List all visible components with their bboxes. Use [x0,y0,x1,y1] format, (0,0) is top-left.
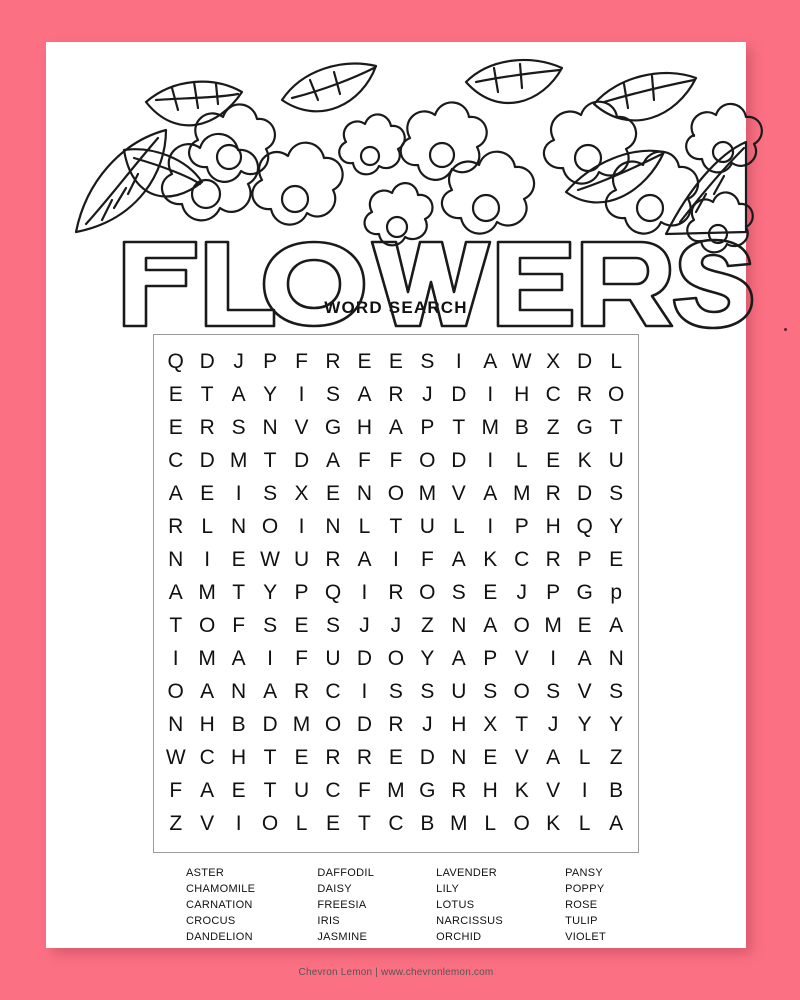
letter-cell[interactable]: I [235,812,242,835]
letter-cell[interactable]: R [545,482,561,505]
letter-cell[interactable]: B [514,416,529,439]
letter-cell[interactable]: N [325,515,341,538]
letter-cell[interactable]: A [168,482,183,505]
letter-cell[interactable]: A [577,647,592,670]
letter-grid-row [160,807,632,840]
letter-cell[interactable]: I [487,515,494,538]
letter-cell[interactable]: O [419,449,436,472]
letter-cell[interactable]: A [325,449,340,472]
letter-cell[interactable]: Y [420,647,435,670]
letter-cell[interactable]: D [356,713,373,736]
leaf-icon [282,64,376,112]
letter-cell[interactable]: V [514,746,529,769]
letter-cell[interactable]: S [483,680,498,703]
letter-cell[interactable]: B [609,779,624,802]
letter-cell[interactable]: V [200,812,215,835]
letter-cell[interactable]: I [267,647,273,670]
letter-cell[interactable]: D [419,746,435,769]
word-item: CROCUS [186,915,236,927]
letter-cell[interactable]: A [357,383,372,406]
letter-grid-row [160,510,632,543]
letter-cell[interactable]: U [451,680,467,703]
letter-cell[interactable]: T [452,416,466,439]
letter-cell[interactable]: B [231,713,246,736]
letter-cell[interactable]: T [263,779,277,802]
letter-cell[interactable]: A [483,482,498,505]
letter-cell[interactable]: X [483,713,498,736]
letter-cell[interactable]: Y [263,581,278,604]
letter-cell[interactable]: L [578,812,591,835]
letter-cell[interactable]: W [511,350,532,373]
letter-cell[interactable]: C [168,449,184,472]
letter-grid-row [160,378,632,411]
word-item: POPPY [565,883,605,895]
letter-cell[interactable]: E [609,548,624,571]
letter-cell[interactable]: C [388,812,404,835]
letter-cell[interactable]: A [483,614,498,637]
letter-cell[interactable]: A [388,416,403,439]
letter-cell[interactable]: A [231,383,246,406]
leaf-icon [146,82,242,126]
letter-cell[interactable]: A [357,548,372,571]
letter-cell[interactable]: F [295,647,308,670]
letter-cell[interactable]: S [420,680,435,703]
letter-cell[interactable]: U [293,548,310,571]
letter-cell[interactable]: I [235,482,242,505]
word-item: LAVENDER [436,867,498,879]
letter-cell[interactable]: I [298,383,305,406]
letter-cell[interactable]: N [168,713,184,736]
word-item: IRIS [317,915,340,927]
letter-cell[interactable]: R [325,350,341,373]
word-item: DAFFODIL [317,867,375,879]
letter-cell[interactable]: A [200,779,215,802]
letter-cell[interactable]: L [452,515,465,538]
letter-cell[interactable]: U [325,647,341,670]
letter-cell[interactable]: T [169,614,183,637]
letter-cell[interactable]: E [231,779,246,802]
letter-cell[interactable]: D [451,383,467,406]
letter-cell[interactable]: F [389,449,403,472]
flower-icon [606,152,698,234]
letter-cell[interactable]: M [544,614,562,637]
letter-cell[interactable]: C [514,548,530,571]
word-search-grid[interactable] [153,334,639,853]
letter-cell[interactable]: A [451,647,466,670]
word-item: LILY [436,883,460,895]
letter-cell[interactable]: E [388,350,403,373]
letter-cell[interactable]: Q [324,581,342,604]
letter-cell[interactable]: Z [546,416,560,439]
word-item: FREESIA [317,899,367,911]
letter-cell[interactable]: K [546,812,561,835]
letter-cell[interactable]: O [199,614,216,637]
letter-cell[interactable]: N [451,746,467,769]
word-item: VIOLET [565,931,606,943]
letter-cell[interactable]: T [609,416,623,439]
letter-cell[interactable]: A [168,581,183,604]
word-item: TULIP [565,915,598,927]
letter-cell[interactable]: H [514,383,530,406]
flower-icon [252,143,342,225]
letter-cell[interactable]: P [483,647,498,670]
letter-cell[interactable]: S [420,350,435,373]
corner-dot-mark [784,328,787,331]
letter-cell[interactable]: L [578,746,591,769]
letter-cell[interactable]: Y [609,713,624,736]
letter-cell[interactable]: G [576,581,593,604]
letter-cell[interactable]: S [231,416,246,439]
letter-cell[interactable]: F [169,779,183,802]
letter-cell[interactable]: E [325,812,340,835]
letter-cell[interactable]: M [418,482,437,505]
letter-cell[interactable]: E [357,350,372,373]
letter-cell[interactable]: H [545,515,561,538]
letter-cell[interactable]: M [198,647,216,670]
letter-cell[interactable]: I [550,647,557,670]
flower-icon [162,134,258,220]
letter-cell[interactable]: T [358,812,371,835]
letter-grid-row [160,543,632,576]
letter-cell[interactable]: R [388,713,404,736]
word-item: JASMINE [317,931,368,943]
letter-cell[interactable]: E [231,548,246,571]
word-column-4 [565,865,606,945]
letter-cell[interactable]: F [232,614,246,637]
letter-cell[interactable]: Q [167,350,184,373]
flower-icon [339,114,405,174]
letter-cell[interactable]: E [325,482,340,505]
word-item: DANDELION [186,931,253,943]
letter-cell[interactable]: E [483,581,498,604]
letter-cell[interactable]: M [292,713,311,736]
letter-cell[interactable]: J [422,383,433,406]
letter-cell[interactable]: I [172,647,179,670]
letter-cell[interactable]: T [263,449,277,472]
letter-cell[interactable]: P [514,515,529,538]
letter-cell[interactable]: V [577,680,592,703]
letter-cell[interactable]: L [201,515,214,538]
word-item: PANSY [565,867,604,879]
letter-cell[interactable]: I [487,383,494,406]
flower-icon [365,183,433,245]
letter-cell[interactable]: O [608,383,625,406]
letter-cell[interactable]: P [294,581,309,604]
letter-cell[interactable]: E [200,482,215,505]
letter-cell[interactable]: K [483,548,498,571]
letter-cell[interactable]: K [577,449,592,472]
footer-credit: Chevron Lemon | www.chevronlemon.com [298,967,494,978]
leaf-icon [76,130,166,232]
letter-cell[interactable]: E [388,746,403,769]
letter-cell[interactable]: L [610,350,623,373]
letter-cell[interactable]: J [359,614,370,637]
letter-cell[interactable]: V [294,416,309,439]
letter-grid-row [160,708,632,741]
letter-cell[interactable]: E [294,746,309,769]
flower-banner-artwork [46,42,746,292]
letter-cell[interactable]: K [514,779,529,802]
letter-cell[interactable]: O [167,680,184,703]
letter-grid-row [160,642,632,675]
letter-cell[interactable]: O [324,713,342,736]
letter-cell[interactable]: G [324,416,342,439]
letter-cell[interactable]: W [165,746,186,769]
letter-cell[interactable]: I [204,548,211,571]
letter-cell[interactable]: J [547,713,559,736]
letter-cell[interactable]: N [608,647,624,670]
letter-cell[interactable]: D [577,350,593,373]
letter-cell[interactable]: G [419,779,436,802]
word-item: ASTER [186,867,225,879]
letter-cell[interactable]: F [358,779,371,802]
letter-cell[interactable]: H [231,746,247,769]
flower-icon [544,102,636,184]
letter-cell[interactable]: B [420,812,435,835]
word-item: CHAMOMILE [186,883,256,895]
letter-cell[interactable]: O [513,812,530,835]
letter-cell[interactable]: A [451,548,466,571]
letter-cell[interactable]: R [199,416,215,439]
letter-cell[interactable]: R [168,515,184,538]
letter-cell[interactable]: F [420,548,434,571]
letter-grid-row [160,477,632,510]
word-column-3 [436,865,503,945]
letter-cell[interactable]: M [387,779,405,802]
letter-cell[interactable]: P [546,581,561,604]
letter-grid-row [160,774,632,807]
letter-cell[interactable]: E [483,746,498,769]
letter-cell[interactable]: V [546,779,561,802]
letter-cell[interactable]: R [388,383,404,406]
letter-cell[interactable]: Z [609,746,623,769]
letter-cell[interactable]: A [483,350,498,373]
word-item: LOTUS [436,899,475,911]
letter-cell[interactable]: D [577,482,593,505]
leaf-icon [666,142,746,234]
letter-cell[interactable]: U [293,779,310,802]
letter-cell[interactable]: M [229,449,248,472]
letter-cell[interactable]: C [325,779,341,802]
letter-cell[interactable]: O [513,614,530,637]
letter-cell[interactable]: O [419,581,436,604]
letter-cell[interactable]: N [356,482,373,505]
letter-cell[interactable]: Z [169,812,183,835]
letter-cell[interactable]: S [388,680,403,703]
letter-cell[interactable]: T [515,713,529,736]
letter-cell[interactable]: A [231,647,246,670]
worksheet-page [46,42,746,978]
word-item: CARNATION [186,899,253,911]
letter-cell[interactable]: R [577,383,593,406]
letter-cell[interactable]: X [294,482,309,505]
letter-cell[interactable]: N [168,548,184,571]
flowers-banner [46,42,746,292]
letter-cell[interactable]: D [451,449,467,472]
letter-cell[interactable]: P [420,416,435,439]
letter-cell[interactable]: I [298,515,305,538]
letter-cell[interactable]: p [610,581,623,604]
letter-cell[interactable]: D [199,350,215,373]
letter-cell[interactable]: I [392,548,399,571]
letter-cell[interactable]: L [484,812,497,835]
letter-cell[interactable]: E [546,449,561,472]
letter-cell[interactable]: N [262,416,278,439]
letter-cell[interactable]: F [295,350,308,373]
letter-cell[interactable]: T [389,515,403,538]
letter-cell[interactable]: H [356,416,373,439]
word-item: DAISY [317,883,352,895]
letter-cell[interactable]: E [294,614,309,637]
letter-cell[interactable]: L [295,812,308,835]
letter-cell[interactable]: R [293,680,310,703]
letter-cell[interactable]: V [451,482,466,505]
letter-cell[interactable]: M [450,812,468,835]
letter-cell[interactable]: V [514,647,529,670]
letter-cell[interactable]: O [513,680,530,703]
letter-cell[interactable]: A [609,812,624,835]
word-list [186,865,606,945]
letter-cell[interactable]: M [481,416,499,439]
letter-cell[interactable]: A [263,680,278,703]
letter-cell[interactable]: X [546,350,561,373]
leaf-icon [466,60,562,103]
letter-cell[interactable]: C [545,383,561,406]
letter-grid-row [160,345,632,378]
word-column-2 [317,865,374,945]
letter-cell[interactable]: M [512,482,531,505]
letter-grid-row [160,741,632,774]
letter-cell[interactable]: I [361,581,368,604]
letter-cell[interactable]: S [451,581,466,604]
letter-cell[interactable]: R [325,746,341,769]
letter-cell[interactable]: R [356,746,373,769]
leaf-icon [594,73,696,120]
letter-cell[interactable]: S [609,482,624,505]
flower-icon [401,102,487,179]
letter-cell[interactable]: U [608,449,624,472]
letter-cell[interactable]: D [262,713,278,736]
letter-cell[interactable]: C [325,680,341,703]
letter-cell[interactable]: O [387,647,405,670]
letter-cell[interactable]: P [577,548,592,571]
letter-cell[interactable]: N [451,614,467,637]
word-item: ORCHID [436,931,482,943]
letter-cell[interactable]: I [487,449,494,472]
letter-grid-row [160,411,632,444]
letter-grid-row [160,576,632,609]
letter-cell[interactable]: L [358,515,371,538]
letter-cell[interactable]: N [231,680,247,703]
letter-cell[interactable]: J [422,713,433,736]
letter-cell[interactable]: O [261,515,279,538]
page-subtitle: WORD SEARCH [324,298,468,317]
letter-cell[interactable]: U [419,515,435,538]
letter-cell[interactable]: Q [576,515,593,538]
word-item: NARCISSUS [436,915,504,927]
letter-cell[interactable]: J [390,614,402,637]
letter-cell[interactable]: T [232,581,246,604]
letter-cell[interactable]: G [576,416,593,439]
letter-cell[interactable]: T [263,746,277,769]
letter-cell[interactable]: D [356,647,373,670]
letter-cell[interactable]: L [515,449,528,472]
letter-cell[interactable]: D [199,449,215,472]
letter-cell[interactable]: R [451,779,467,802]
letter-cell[interactable]: A [200,680,215,703]
letter-cell[interactable]: E [577,614,592,637]
letter-cell[interactable]: D [293,449,310,472]
letter-cell[interactable]: I [581,779,588,802]
letter-cell[interactable]: E [168,416,183,439]
letter-cell[interactable]: C [199,746,215,769]
letter-cell[interactable]: O [261,812,279,835]
letter-cell[interactable]: A [546,746,561,769]
letter-cell[interactable]: N [231,515,247,538]
letter-grid-row [160,609,632,642]
letter-grid-row [160,444,632,477]
letter-cell[interactable]: S [609,680,624,703]
letter-cell[interactable]: I [455,350,462,373]
letter-cell[interactable]: I [361,680,368,703]
letter-cell[interactable]: Y [263,383,278,406]
letter-cell[interactable]: J [516,581,527,604]
letter-cell[interactable]: W [260,548,280,571]
letter-cell[interactable]: R [388,581,404,604]
letter-cell[interactable]: H [199,713,215,736]
letter-cell[interactable]: E [168,383,183,406]
letter-cell[interactable]: O [387,482,405,505]
letter-cell[interactable]: H [451,713,467,736]
word-column-1 [186,865,255,945]
letter-cell[interactable]: M [198,581,216,604]
letter-cell[interactable]: S [325,383,340,406]
letter-cell[interactable]: Y [609,515,624,538]
letter-cell[interactable]: H [482,779,498,802]
letter-cell[interactable]: P [263,350,278,373]
flower-icon [442,152,534,234]
letter-cell[interactable]: Y [577,713,592,736]
letter-cell[interactable]: R [325,548,341,571]
letter-cell[interactable]: S [263,614,278,637]
letter-cell[interactable]: J [233,350,244,373]
letter-grid-table [160,345,632,840]
letter-cell[interactable]: T [200,383,214,406]
letter-cell[interactable]: R [545,548,561,571]
letter-cell[interactable]: F [358,449,371,472]
letter-cell[interactable]: S [325,614,340,637]
word-item: ROSE [565,899,598,911]
letter-cell[interactable]: S [546,680,561,703]
letter-grid-row [160,675,632,708]
letter-cell[interactable]: A [609,614,624,637]
letter-cell[interactable]: S [263,482,278,505]
letter-cell[interactable]: Z [420,614,434,637]
